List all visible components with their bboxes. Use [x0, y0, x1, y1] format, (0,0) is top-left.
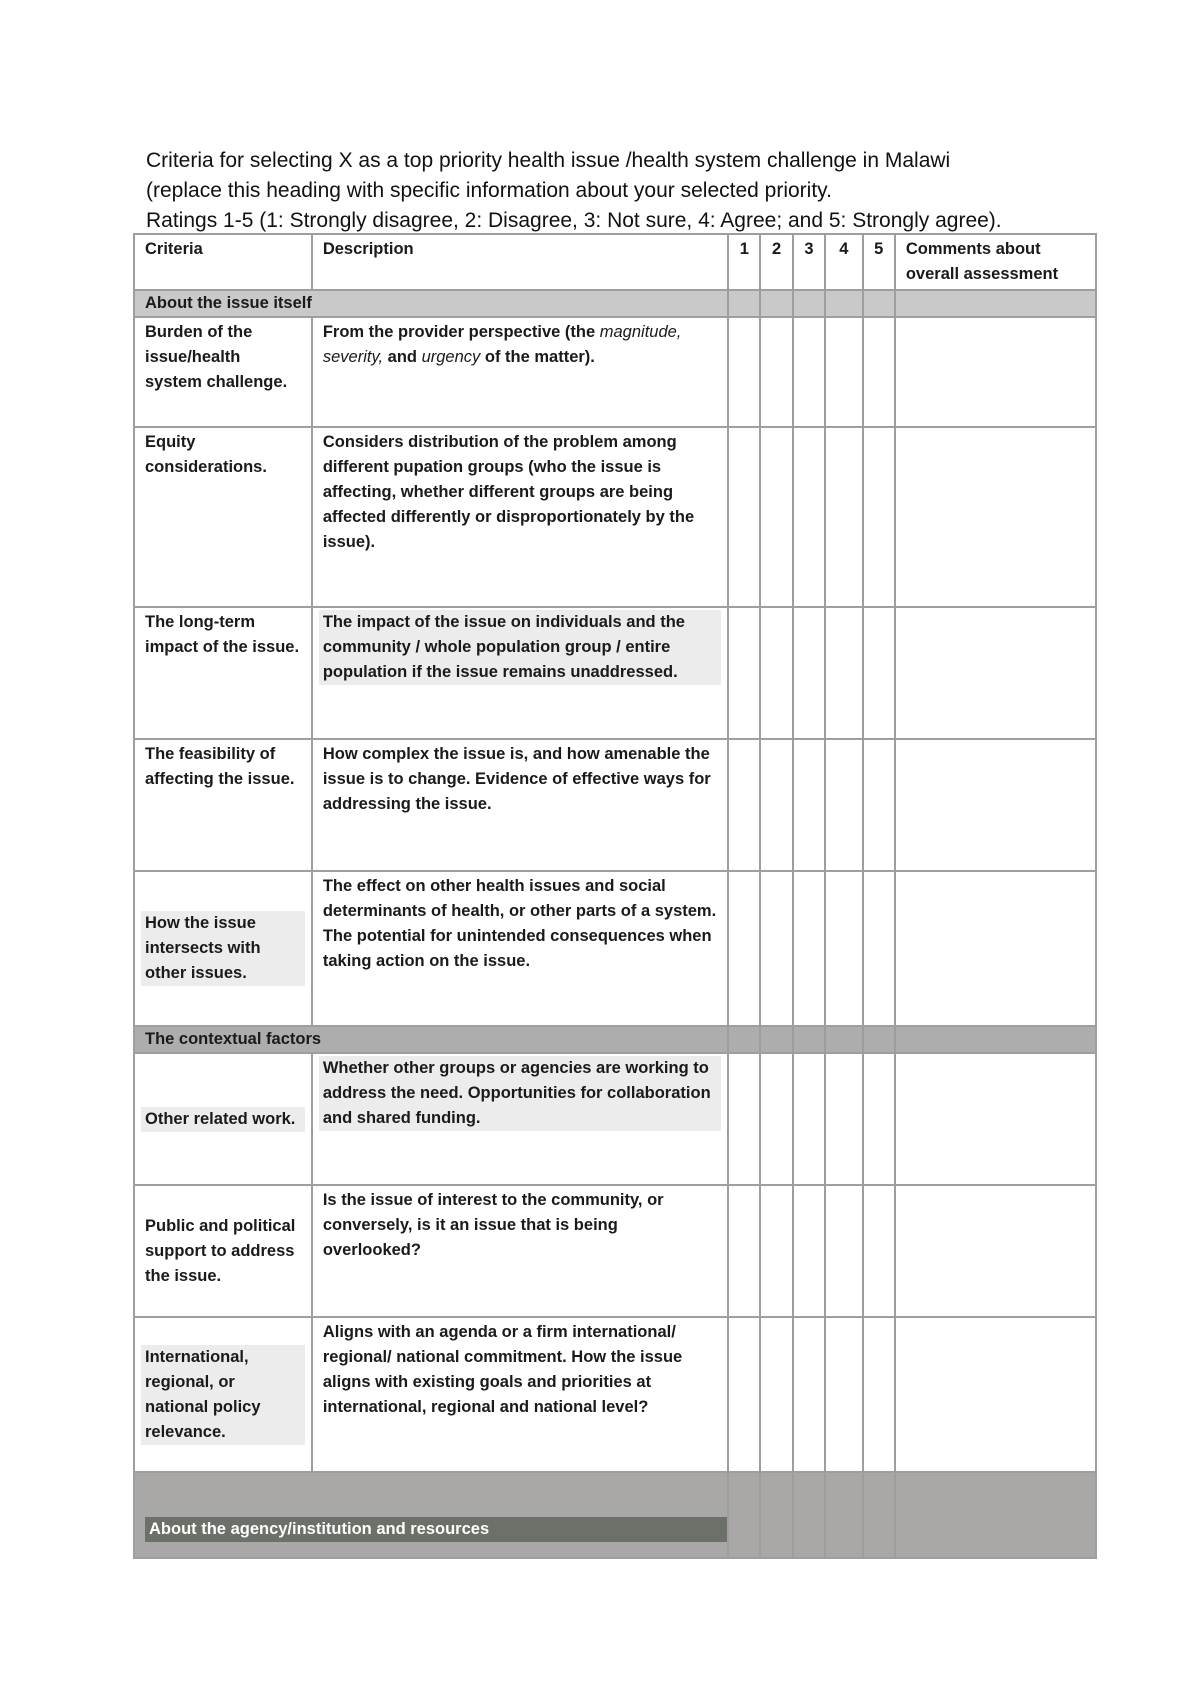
comments-cell[interactable]	[895, 427, 1096, 607]
header-rating-3: 3	[793, 234, 825, 290]
description-italic: urgency	[421, 348, 481, 366]
section-row-issue	[134, 290, 1096, 317]
criteria-cell	[134, 1317, 312, 1472]
table-row	[134, 1317, 1096, 1472]
description-cell	[312, 607, 728, 739]
rating-cell-5[interactable]	[863, 1185, 895, 1317]
rating-cell-4[interactable]	[825, 1053, 862, 1185]
rating-cell-3[interactable]	[793, 1053, 825, 1185]
section-row-agency	[134, 1472, 1096, 1558]
comments-cell[interactable]	[895, 607, 1096, 739]
heading-line-2: (replace this heading with specific information about your selected priority.	[146, 179, 832, 202]
table-row	[134, 1185, 1096, 1317]
rating-cell-1[interactable]	[728, 317, 760, 427]
rating-cell-3[interactable]	[793, 739, 825, 871]
rating-cell-2[interactable]	[760, 607, 792, 739]
comments-cell[interactable]	[895, 1317, 1096, 1472]
criteria-cell: The feasibility of affecting the issue.	[134, 739, 312, 871]
description-cell: Is the issue of interest to the community, or conversely, is it an issue that is being overlooked?	[312, 1185, 728, 1317]
rating-cell-2[interactable]	[760, 1185, 792, 1317]
table-row	[134, 607, 1096, 739]
rating-cell-4[interactable]	[825, 427, 862, 607]
description-cell	[312, 1053, 728, 1185]
criteria-cell: The long-term impact of the issue.	[134, 607, 312, 739]
rating-cell-2[interactable]	[760, 317, 792, 427]
rating-cell-2[interactable]	[760, 1053, 792, 1185]
table-row	[134, 427, 1096, 607]
table-row	[134, 1053, 1096, 1185]
rating-cell-5[interactable]	[863, 739, 895, 871]
table-row	[134, 871, 1096, 1026]
criteria-table	[133, 233, 1097, 1559]
description-text: and	[383, 348, 422, 366]
description-italic: magnitude, severity,	[322, 323, 682, 366]
rating-cell-1[interactable]	[728, 739, 760, 871]
table-header-row	[134, 234, 1096, 290]
description-text: The impact of the issue on individuals and the community / whole population group / entire population if the issue remains unaddressed.	[319, 610, 721, 685]
description-text: of the matter).	[480, 348, 595, 366]
criteria-cell	[134, 871, 312, 1026]
rating-cell-3[interactable]	[793, 317, 825, 427]
description-cell	[312, 317, 728, 427]
description-text: From the provider perspective (the	[322, 323, 600, 341]
description-cell: The effect on other health issues and social determinants of health, or other parts of a system. The potential for unintended consequences when taking action on the issue.	[312, 871, 728, 1026]
rating-cell-3[interactable]	[793, 427, 825, 607]
rating-cell-4[interactable]	[825, 607, 862, 739]
header-comments: Comments about overall assessment	[895, 234, 1096, 290]
rating-cell-3[interactable]	[793, 871, 825, 1026]
rating-cell-1[interactable]	[728, 1053, 760, 1185]
rating-cell-1[interactable]	[728, 1185, 760, 1317]
rating-cell-4[interactable]	[825, 739, 862, 871]
rating-cell-5[interactable]	[863, 427, 895, 607]
rating-cell-3[interactable]	[793, 1317, 825, 1472]
criteria-cell: Equity considerations.	[134, 427, 312, 607]
heading-line-3: Ratings 1-5 (1: Strongly disagree, 2: Disagree, 3: Not sure, 4: Agree; and 5: Strongly agree).	[146, 209, 1002, 232]
description-cell: How complex the issue is, and how amenable the issue is to change. Evidence of effective ways for addressing the issue.	[312, 739, 728, 871]
header-rating-4: 4	[825, 234, 862, 290]
rating-cell-3[interactable]	[793, 607, 825, 739]
rating-cell-2[interactable]	[760, 1317, 792, 1472]
criteria-text: How the issue intersects with other issues.	[141, 911, 305, 986]
header-rating-5: 5	[863, 234, 895, 290]
rating-cell-3[interactable]	[793, 1185, 825, 1317]
rating-cell-1[interactable]	[728, 1317, 760, 1472]
comments-cell[interactable]	[895, 1053, 1096, 1185]
rating-cell-1[interactable]	[728, 427, 760, 607]
rating-cell-4[interactable]	[825, 1185, 862, 1317]
description-text: Whether other groups or agencies are working to address the need. Opportunities for collaboration and shared funding.	[319, 1056, 721, 1131]
table-row	[134, 739, 1096, 871]
rating-cell-4[interactable]	[825, 871, 862, 1026]
description-cell: Considers distribution of the problem among different pupation groups (who the issue is affecting, whether different groups are being affected differently or disproportionately by the issue).	[312, 427, 728, 607]
section-cell-agency	[134, 1472, 728, 1558]
comments-cell[interactable]	[895, 871, 1096, 1026]
header-rating-2: 2	[760, 234, 792, 290]
criteria-cell: Public and political support to address the issue.	[134, 1185, 312, 1317]
section-title-context: The contextual factors	[134, 1026, 728, 1053]
rating-cell-2[interactable]	[760, 427, 792, 607]
table-row	[134, 317, 1096, 427]
rating-cell-4[interactable]	[825, 317, 862, 427]
description-cell: Aligns with an agenda or a firm international/ regional/ national commitment. How the issue aligns with existing goals and priorities at international, regional and national level?	[312, 1317, 728, 1472]
heading-line-1: Criteria for selecting X as a top priority health issue /health system challenge in Malawi	[146, 149, 951, 172]
rating-cell-5[interactable]	[863, 607, 895, 739]
comments-cell[interactable]	[895, 739, 1096, 871]
header-description: Description	[312, 234, 728, 290]
criteria-text: International, regional, or national policy relevance.	[141, 1345, 305, 1445]
rating-cell-1[interactable]	[728, 607, 760, 739]
rating-cell-2[interactable]	[760, 871, 792, 1026]
section-row-context	[134, 1026, 1096, 1053]
comments-cell[interactable]	[895, 317, 1096, 427]
header-rating-1: 1	[728, 234, 760, 290]
section-title-issue: About the issue itself	[134, 290, 728, 317]
section-title-agency: About the agency/institution and resources	[145, 1517, 728, 1542]
comments-cell[interactable]	[895, 1185, 1096, 1317]
criteria-cell	[134, 1053, 312, 1185]
rating-cell-4[interactable]	[825, 1317, 862, 1472]
criteria-cell: Burden of the issue/health system challenge.	[134, 317, 312, 427]
header-criteria: Criteria	[134, 234, 312, 290]
rating-cell-5[interactable]	[863, 1053, 895, 1185]
criteria-text: Other related work.	[141, 1107, 305, 1132]
rating-cell-5[interactable]	[863, 871, 895, 1026]
rating-cell-5[interactable]	[863, 317, 895, 427]
rating-cell-5[interactable]	[863, 1317, 895, 1472]
rating-cell-2[interactable]	[760, 739, 792, 871]
rating-cell-1[interactable]	[728, 871, 760, 1026]
document-heading	[146, 146, 1106, 236]
